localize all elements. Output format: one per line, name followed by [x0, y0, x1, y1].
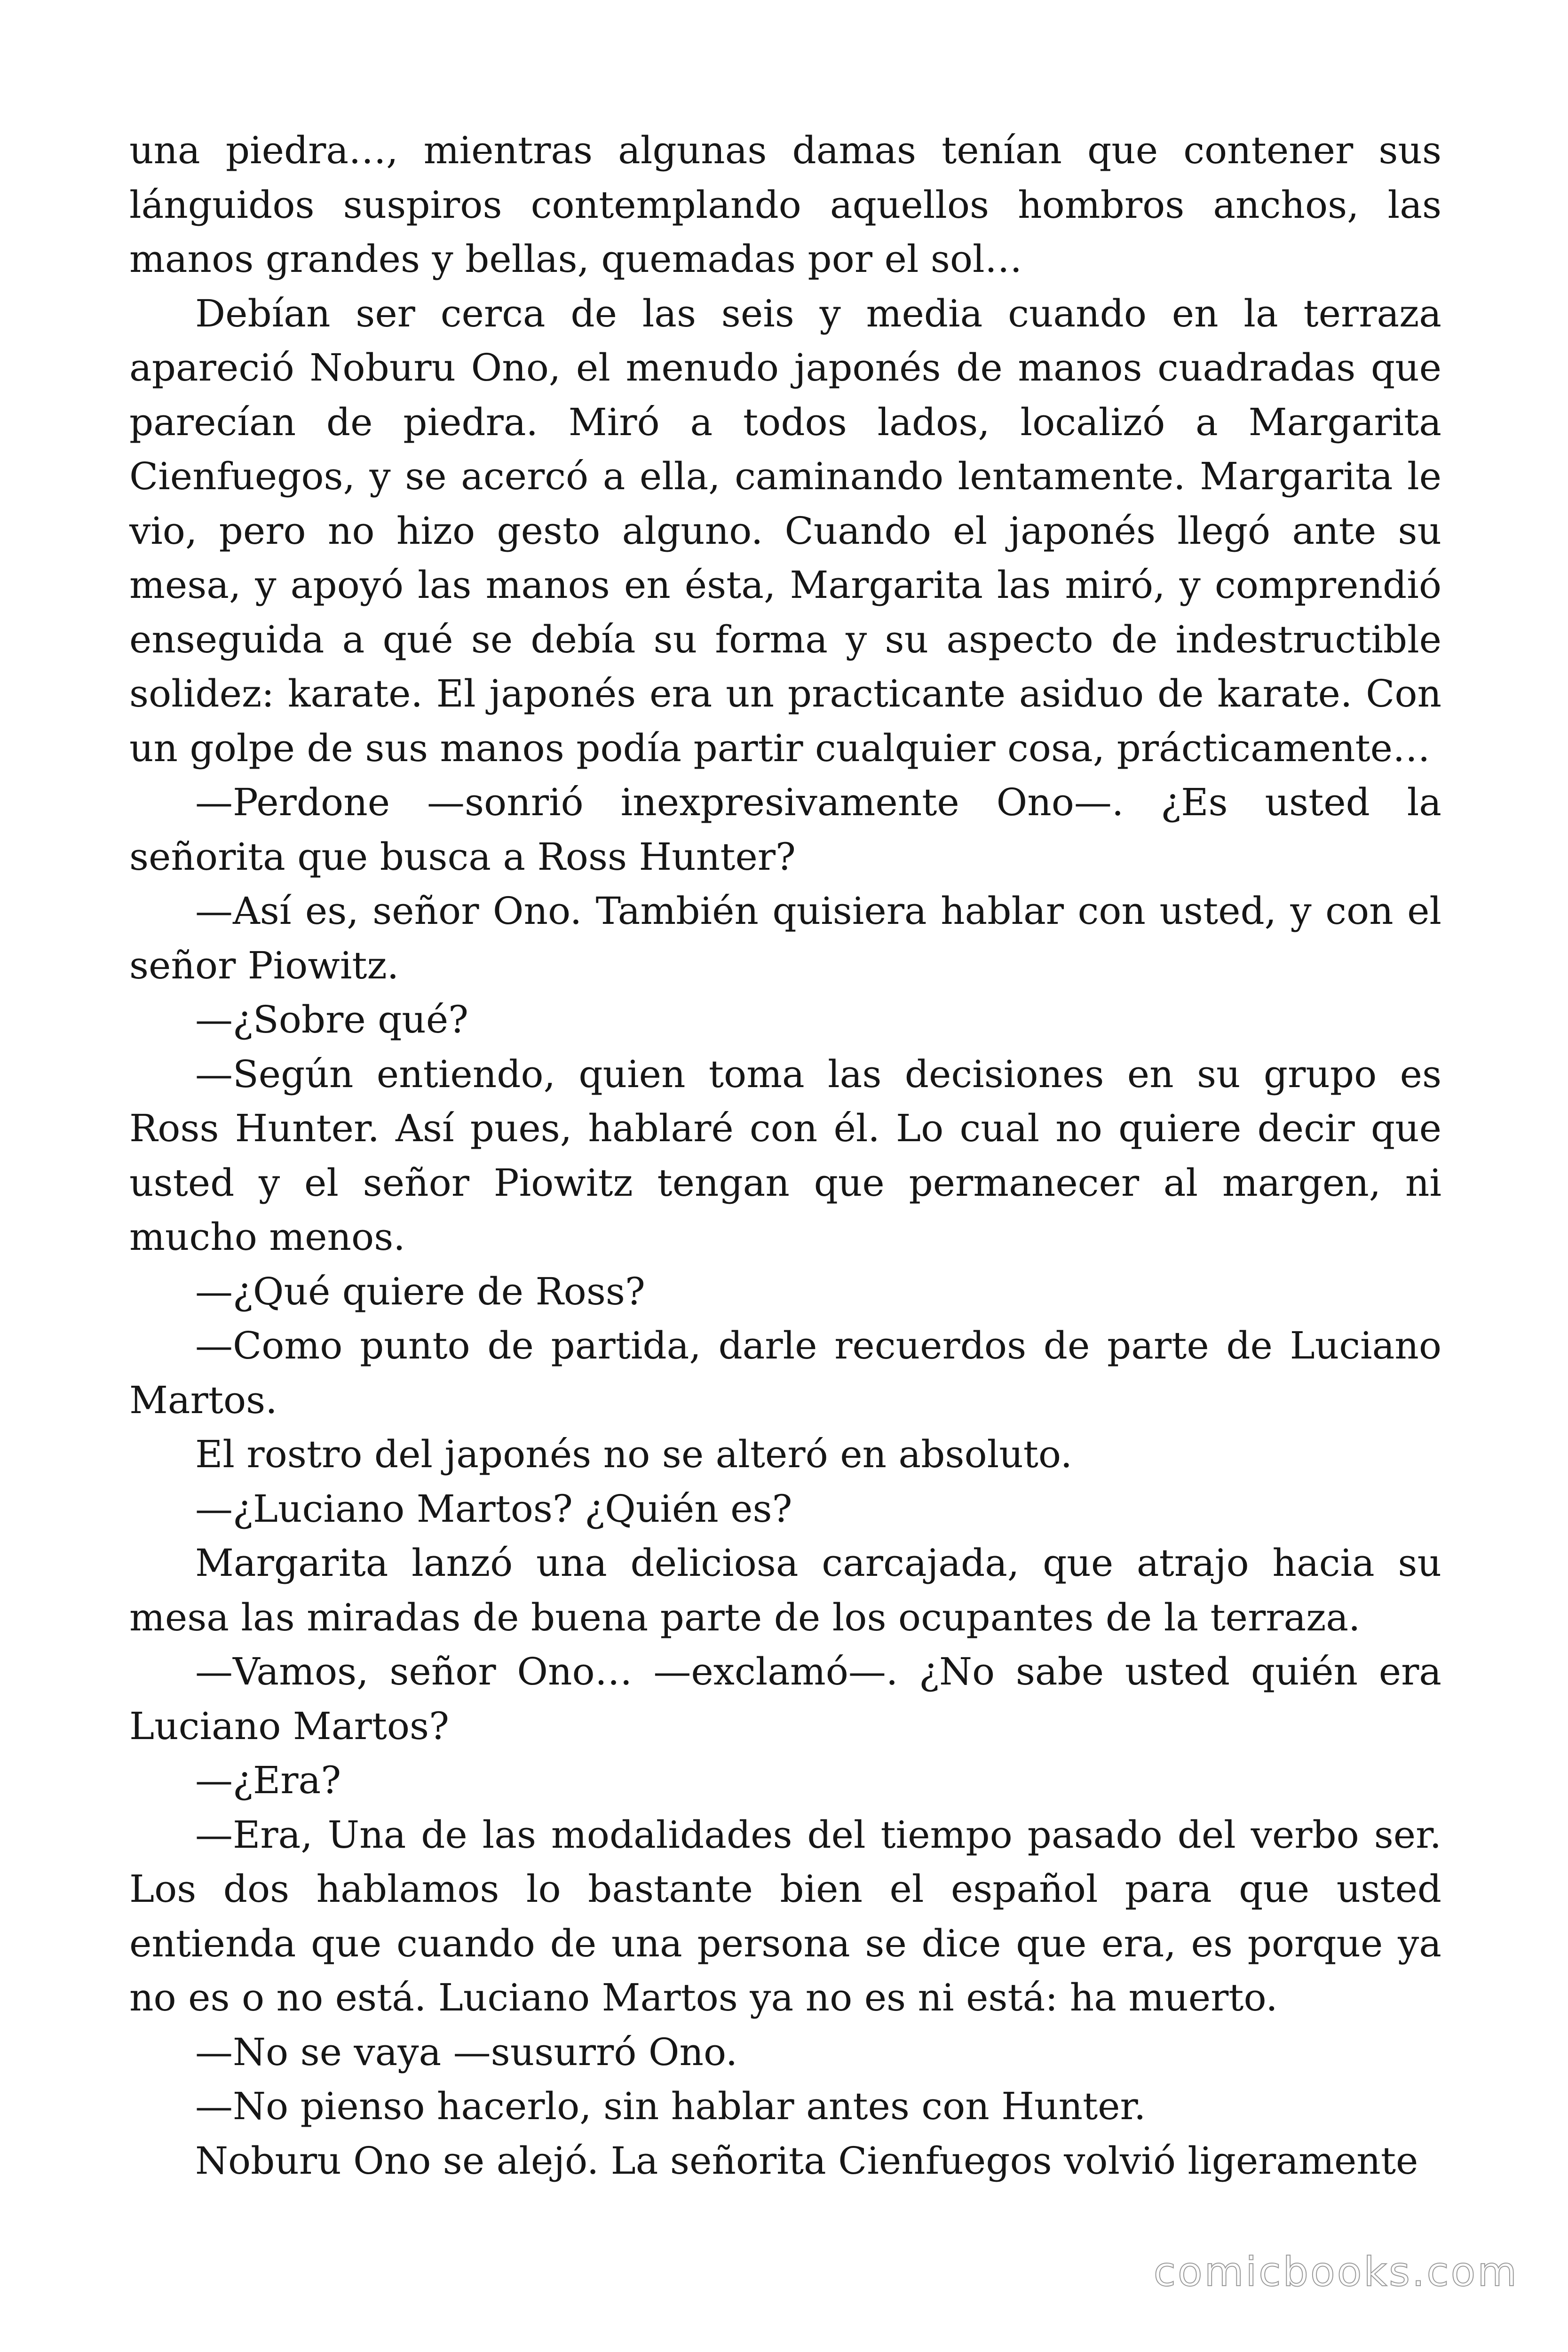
- paragraph: Debían ser cerca de las seis y media cuando en la terraza apareció Noburu Ono, el menudo japonés de manos cuadradas que parecían de piedra. Miró a todos lados, localizó a Margarita Cienfuegos, y se acercó a ella, caminando lentamente. Margarita le vio, pero no hizo gesto alguno. Cuando el japonés llegó ante su mesa, y apoyó las manos en ésta, Margarita las miró, y comprendió enseguida a qué se debía su forma y su aspecto de indestructible solidez: karate. El japonés era un practicante asiduo de karate. Con un golpe de sus manos podía partir cualquier cosa, prácticamente…: [129, 291, 1441, 770]
- watermark: comicbooks.com: [1153, 2249, 1519, 2296]
- paragraph: —Era, Una de las modalidades del tiempo pasado del verbo ser. Los dos hablamos lo bastante bien el español para que usted entienda que cuando de una persona se dice que era, es porque ya no es o no está. Luciano Martos ya no es ni está: ha muerto.: [129, 1812, 1441, 2019]
- paragraph: Noburu Ono se alejó. La señorita Cienfuegos volvió ligeramente: [195, 2138, 1418, 2183]
- body-text: [129, 123, 1441, 2188]
- paragraph: —No pienso hacerlo, sin hablar antes con Hunter.: [195, 2084, 1146, 2128]
- paragraph: El rostro del japonés no se alteró en absoluto.: [195, 1432, 1073, 1476]
- paragraph: —Vamos, señor Ono… —exclamó—. ¿No sabe usted quién era Luciano Martos?: [129, 1650, 1441, 1748]
- paragraph: —Según entiendo, quien toma las decisiones en su grupo es Ross Hunter. Así pues, hablaré con él. Lo cual no quiere decir que usted y el señor Piowitz tengan que permanecer al margen, ni mucho menos.: [129, 1052, 1441, 1259]
- paragraph: —Perdone —sonrió inexpresivamente Ono—. ¿Es usted la señorita que busca a Ross Hunter?: [129, 780, 1441, 879]
- paragraph: —¿Qué quiere de Ross?: [195, 1269, 645, 1313]
- paragraph: —Así es, señor Ono. También quisiera hablar con usted, y con el señor Piowitz.: [129, 889, 1441, 987]
- paragraph: una piedra…, mientras algunas damas tenían que contener sus lánguidos suspiros contemplando aquellos hombros anchos, las manos grandes y bellas, quemadas por el sol…: [129, 128, 1441, 281]
- paragraph: —¿Era?: [195, 1758, 341, 1802]
- paragraph: —Como punto de partida, darle recuerdos de parte de Luciano Martos.: [129, 1324, 1441, 1422]
- paragraph: —¿Sobre qué?: [195, 998, 469, 1041]
- paragraph: Margarita lanzó una deliciosa carcajada, que atrajo hacia su mesa las miradas de buena parte de los ocupantes de la terraza.: [129, 1541, 1441, 1639]
- paragraph: —¿Luciano Martos? ¿Quién es?: [195, 1486, 792, 1531]
- paragraph: —No se vaya —susurró Ono.: [195, 2030, 738, 2074]
